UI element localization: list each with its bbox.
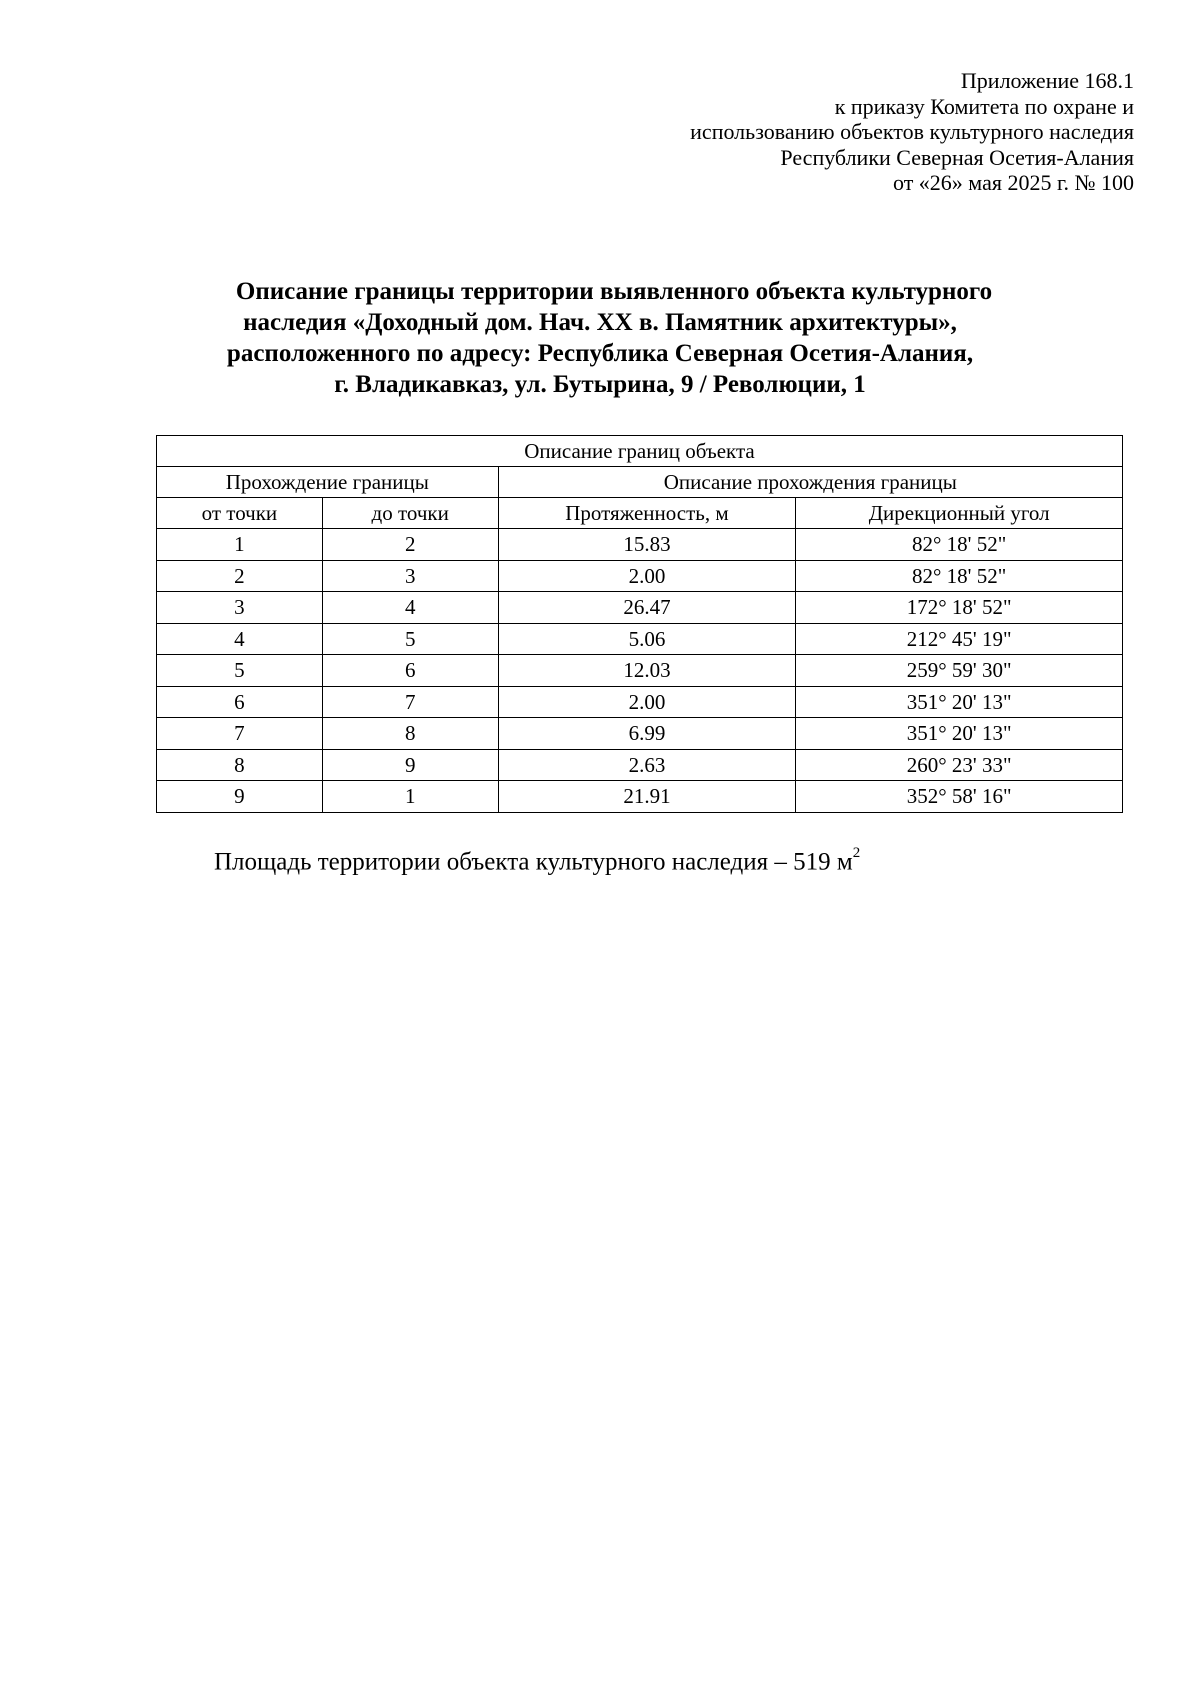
table-cell: 7 xyxy=(322,686,498,718)
table-cell: 2.00 xyxy=(498,560,796,592)
table-row xyxy=(157,529,1123,561)
table-cell: 9 xyxy=(322,749,498,781)
table-cell: 5 xyxy=(322,623,498,655)
table-cell: 1 xyxy=(157,529,323,561)
table-cell: 6.99 xyxy=(498,718,796,750)
table-cell: 5.06 xyxy=(498,623,796,655)
table-row xyxy=(157,749,1123,781)
title-line: расположенного по адресу: Республика Северная Осетия-Алания, xyxy=(226,340,974,367)
table-cell: 259° 59' 30" xyxy=(796,655,1123,687)
appendix-block xyxy=(434,68,1134,196)
table-cell: 6 xyxy=(322,655,498,687)
table-row xyxy=(157,686,1123,718)
table-cell: 2.63 xyxy=(498,749,796,781)
table-cell: 82° 18' 52" xyxy=(796,529,1123,561)
table-cell: 260° 23' 33" xyxy=(796,749,1123,781)
table-cell: 2 xyxy=(157,560,323,592)
area-statement xyxy=(214,845,861,876)
table-row xyxy=(157,781,1123,813)
table-cell: 4 xyxy=(157,623,323,655)
table-cell: 172° 18' 52" xyxy=(796,592,1123,624)
table-cell: 3 xyxy=(322,560,498,592)
table-row xyxy=(157,592,1123,624)
table-cell: 1 xyxy=(322,781,498,813)
table-cell: 351° 20' 13" xyxy=(796,718,1123,750)
table-cell: 8 xyxy=(157,749,323,781)
table-cell: 82° 18' 52" xyxy=(796,560,1123,592)
area-text: Площадь территории объекта культурного наследия – 519 м xyxy=(214,848,853,876)
column-header: от точки xyxy=(157,498,323,529)
table-column-header-row xyxy=(157,498,1123,529)
column-header: до точки xyxy=(322,498,498,529)
table-cell: 7 xyxy=(157,718,323,750)
table-group-header-row xyxy=(157,467,1123,498)
group-header-left: Прохождение границы xyxy=(157,467,499,498)
table-cell: 12.03 xyxy=(498,655,796,687)
table-cell: 352° 58' 16" xyxy=(796,781,1123,813)
table-cell: 4 xyxy=(322,592,498,624)
appendix-line: Приложение 168.1 xyxy=(960,68,1134,93)
table-cell: 2.00 xyxy=(498,686,796,718)
table-cell: 21.91 xyxy=(498,781,796,813)
column-header: Дирекционный угол xyxy=(796,498,1123,529)
appendix-line: к приказу Комитета по охране и xyxy=(834,93,1134,119)
table-cell: 26.47 xyxy=(498,592,796,624)
table-cell: 5 xyxy=(157,655,323,687)
table-row xyxy=(157,655,1123,687)
area-superscript: 2 xyxy=(852,845,861,861)
table-cell: 3 xyxy=(157,592,323,624)
table-cell: 351° 20' 13" xyxy=(796,686,1123,718)
table-cell: 6 xyxy=(157,686,323,718)
table-row xyxy=(157,718,1123,750)
title-line: наследия «Доходный дом. Нач. XX в. Памятник архитектуры», xyxy=(243,309,957,336)
column-header: Протяженность, м xyxy=(498,498,796,529)
boundary-table xyxy=(156,435,1123,813)
appendix-line: от «26» мая 2025 г. № 100 xyxy=(892,170,1134,195)
table-row xyxy=(157,623,1123,655)
table-cell: 9 xyxy=(157,781,323,813)
table-cell: 212° 45' 19" xyxy=(796,623,1123,655)
title-line: г. Владикавказ, ул. Бутырина, 9 / Революции, 1 xyxy=(334,371,866,398)
table-cell: 15.83 xyxy=(498,529,796,561)
table-row xyxy=(157,560,1123,592)
group-header-right: Описание прохождения границы xyxy=(498,467,1122,498)
table-caption-row xyxy=(157,436,1123,467)
document-title xyxy=(150,276,1050,400)
table-caption: Описание границ объекта xyxy=(157,436,1123,467)
appendix-line: Республики Северная Осетия-Алания xyxy=(780,144,1134,170)
table-cell: 8 xyxy=(322,718,498,750)
appendix-line: использованию объектов культурного наследия xyxy=(690,119,1134,144)
title-line: Описание границы территории выявленного объекта культурного xyxy=(235,278,993,305)
table-cell: 2 xyxy=(322,529,498,561)
